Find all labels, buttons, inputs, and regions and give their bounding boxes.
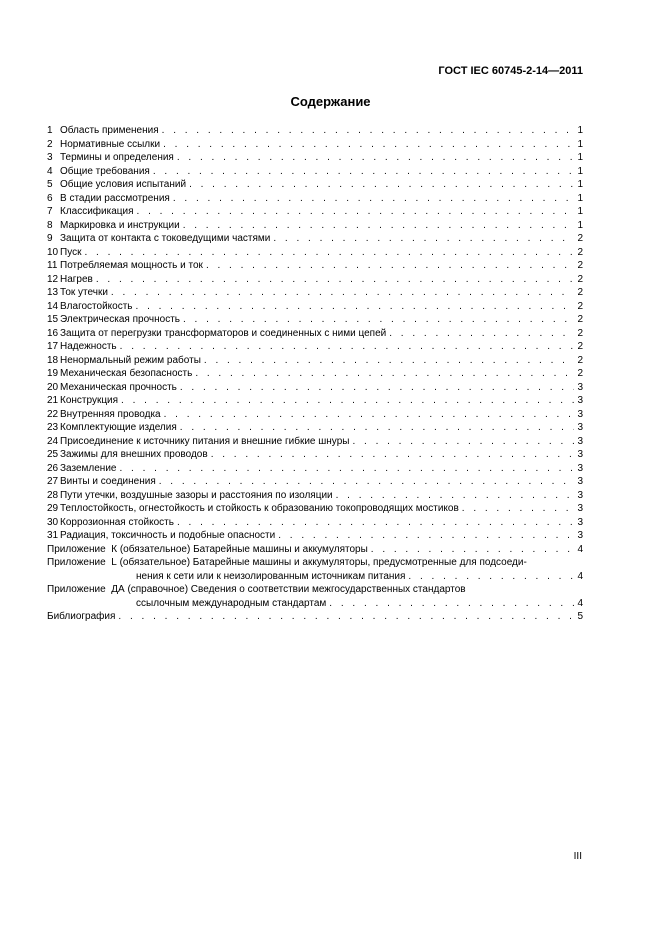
toc-entry-page: 3: [577, 395, 583, 406]
toc-entry-number: 23: [47, 422, 59, 433]
toc-entry-number: 26: [47, 462, 59, 474]
leader-dots: [173, 192, 575, 206]
toc-entry-label: Конструкция: [60, 395, 119, 406]
appendix-da-label-line2: ссылочным международным стандартам: [136, 597, 327, 609]
toc-entry-number: 20: [47, 381, 59, 393]
toc-entry-label: Радиация, токсичность и подобные опасности: [60, 530, 276, 541]
toc-entry-number: 31: [47, 530, 59, 541]
leader-dots: [162, 124, 575, 138]
toc-entry[interactable]: [47, 448, 583, 462]
leader-dots: [206, 259, 575, 273]
page-title: Содержание: [290, 94, 371, 109]
leader-dots: [389, 327, 574, 341]
leader-dots: [204, 354, 575, 368]
bibliography-page: 5: [577, 611, 583, 622]
leader-dots: [336, 489, 575, 503]
page-number: III: [573, 851, 582, 862]
toc-entry-number: 27: [47, 476, 59, 487]
appendix-l-label-line2: нения к сети или к неизолированным источникам питания: [136, 570, 406, 582]
toc-entry[interactable]: [47, 381, 583, 395]
toc-entry-number: 4: [47, 165, 53, 177]
toc-entry-page: 3: [577, 503, 583, 514]
toc-entry-label: Коррозионная стойкость: [60, 516, 174, 528]
leader-dots: [137, 205, 575, 219]
toc-entry[interactable]: [47, 165, 583, 179]
toc-entry-number: 6: [47, 192, 53, 204]
toc-entry-number: 1: [47, 125, 53, 136]
toc-entry-number: 14: [47, 300, 59, 312]
leader-dots: [136, 300, 575, 314]
toc-entry-page: 1: [577, 219, 583, 231]
appendix-l-label-line1: (обязательное) Батарейные машины и аккумуляторы, предусмотренные для подсоеди-: [119, 557, 527, 568]
toc-entry-number: 24: [47, 435, 59, 447]
toc-entry-label: Нагрев: [60, 273, 93, 285]
toc-entry-label: Общие требования: [60, 165, 150, 177]
toc-entry-page: 3: [577, 530, 583, 541]
toc-entry[interactable]: [47, 138, 583, 152]
leader-dots: [183, 313, 574, 327]
toc-entry-label: Область применения: [60, 125, 159, 136]
toc-entry-number: 29: [47, 503, 59, 514]
appendix-k-label: (обязательное) Батарейные машины и аккумуляторы: [119, 543, 368, 555]
toc-entry[interactable]: [47, 232, 583, 246]
appendix-da-prefix: Приложение ДА: [47, 584, 125, 595]
toc-entry[interactable]: [47, 313, 583, 327]
toc-entry-number: 17: [47, 341, 59, 352]
toc-entry-page: 1: [577, 125, 583, 136]
leader-dots: [164, 408, 575, 422]
toc-entry[interactable]: [47, 435, 583, 449]
toc-entry-number: 7: [47, 206, 53, 217]
leader-dots: [177, 516, 574, 530]
leader-dots: [111, 286, 575, 300]
leader-dots: [195, 367, 574, 381]
toc-entry[interactable]: [47, 246, 583, 260]
toc-entry-label: Общие условия испытаний: [60, 179, 187, 190]
toc-entry[interactable]: [47, 327, 583, 341]
table-of-contents: [47, 124, 583, 624]
toc-entry-label: Защита от контакта с токоведущими частями: [60, 233, 271, 244]
toc-entry-label: Винты и соединения: [60, 476, 156, 487]
appendix-da-page: 4: [577, 597, 583, 609]
toc-entry[interactable]: [47, 367, 583, 381]
toc-entry-label: Потребляемая мощность и ток: [60, 260, 203, 271]
leader-dots: [153, 165, 575, 179]
toc-entry-number: 19: [47, 368, 59, 379]
toc-entry-page: 3: [577, 516, 583, 528]
toc-entry-label: Зажимы для внешних проводов: [60, 449, 208, 460]
toc-entry-page: 2: [577, 273, 583, 285]
toc-entry-page: 3: [577, 462, 583, 474]
toc-entry-page: 3: [577, 408, 583, 420]
toc-entry[interactable]: [47, 516, 583, 530]
toc-entry-page: 2: [577, 327, 583, 339]
toc-entry-page: 1: [577, 192, 583, 204]
leader-dots: [278, 529, 574, 543]
toc-entry-label: Механическая безопасность: [60, 368, 193, 379]
toc-entry[interactable]: [47, 394, 583, 408]
toc-entry-page: 1: [577, 206, 583, 217]
toc-entry-page: 2: [577, 246, 583, 258]
toc-entry[interactable]: [47, 529, 583, 543]
toc-entry[interactable]: [47, 151, 583, 165]
toc-appendix-da-line1[interactable]: [47, 583, 583, 597]
toc-entry[interactable]: [47, 502, 583, 516]
toc-entry-label: Механическая прочность: [60, 381, 177, 393]
toc-entry-label: Пути утечки, воздушные зазоры и расстояния по изоляции: [60, 489, 333, 501]
toc-entry-number: 28: [47, 489, 59, 501]
toc-entry-label: Теплостойкость, огнестойкость и стойкость к образованию токопроводящих мостиков: [60, 503, 459, 514]
toc-appendix-k[interactable]: [47, 543, 583, 557]
toc-entry-page: 2: [577, 233, 583, 244]
toc-entry[interactable]: [47, 340, 583, 354]
toc-entry-number: 21: [47, 395, 59, 406]
toc-entry-page: 2: [577, 341, 583, 352]
toc-entry-number: 15: [47, 314, 59, 325]
appendix-k-page: 4: [577, 543, 583, 555]
toc-entry-number: 10: [47, 246, 59, 258]
toc-entry-page: 1: [577, 165, 583, 177]
appendix-k-prefix: Приложение К: [47, 543, 118, 555]
leader-dots: [118, 610, 574, 624]
toc-entry-label: Присоединение к источнику питания и внешние гибкие шнуры: [60, 435, 350, 447]
toc-entry[interactable]: [47, 408, 583, 422]
toc-entry-page: 1: [577, 152, 583, 163]
toc-entry-label: В стадии рассмотрения: [60, 192, 170, 204]
toc-entry-page: 3: [577, 381, 583, 393]
toc-entry-number: 18: [47, 354, 59, 366]
toc-entry-number: 5: [47, 179, 53, 190]
toc-entry-page: 1: [577, 179, 583, 190]
leader-dots: [96, 273, 575, 287]
leader-dots: [121, 394, 574, 408]
toc-entry[interactable]: [47, 205, 583, 219]
toc-entry[interactable]: [47, 219, 583, 233]
document-id: ГОСТ IEC 60745-2-14—2011: [438, 65, 583, 77]
toc-entry-label: Маркировка и инструкции: [60, 219, 180, 231]
toc-entry-label: Защита от перегрузки трансформаторов и соединенных с ними цепей: [60, 327, 387, 339]
toc-entry-number: 11: [47, 260, 58, 271]
toc-entry-label: Ненормальный режим работы: [60, 354, 201, 366]
toc-entry[interactable]: [47, 259, 583, 273]
leader-dots: [211, 448, 575, 462]
toc-entry-page: 3: [577, 422, 583, 433]
leader-dots: [120, 340, 575, 354]
toc-entry-label: Классификация: [60, 206, 134, 217]
leader-dots: [273, 232, 574, 246]
toc-entry[interactable]: [47, 273, 583, 287]
leader-dots: [189, 178, 574, 192]
toc-entry[interactable]: [47, 489, 583, 503]
toc-entry[interactable]: [47, 300, 583, 314]
toc-entry-page: 2: [577, 354, 583, 366]
appendix-l-page: 4: [577, 570, 583, 582]
toc-entry-label: Влагостойкость: [60, 300, 133, 312]
toc-entry-label: Комплектующие изделия: [60, 422, 177, 433]
toc-entry[interactable]: [47, 178, 583, 192]
leader-dots: [371, 543, 575, 557]
toc-entry-page: 3: [577, 489, 583, 501]
toc-entry-number: 16: [47, 327, 59, 339]
toc-appendix-l-line2[interactable]: [47, 570, 583, 584]
toc-entry-label: Электрическая прочность: [60, 314, 180, 325]
leader-dots: [119, 462, 574, 476]
toc-entry-page: 2: [577, 260, 583, 271]
toc-entry-page: 3: [577, 435, 583, 447]
toc-entry-label: Пуск: [60, 246, 82, 258]
toc-entry-number: 2: [47, 138, 53, 150]
toc-entry[interactable]: [47, 286, 583, 300]
toc-appendix-da-line2[interactable]: [47, 597, 583, 611]
toc-entry[interactable]: [47, 354, 583, 368]
toc-entry[interactable]: [47, 462, 583, 476]
toc-entry[interactable]: [47, 124, 583, 138]
toc-entry-page: 3: [577, 449, 583, 460]
toc-entry-number: 9: [47, 233, 53, 244]
toc-entry-number: 30: [47, 516, 59, 528]
leader-dots: [462, 502, 575, 516]
toc-entry-label: Заземление: [60, 462, 117, 474]
toc-entry-label: Внутренняя проводка: [60, 408, 161, 420]
leader-dots: [183, 219, 575, 233]
appendix-l-prefix: Приложение L: [47, 557, 117, 568]
toc-entry-page: 2: [577, 300, 583, 312]
toc-entry[interactable]: [47, 192, 583, 206]
toc-entry-page: 2: [577, 287, 583, 298]
leader-dots: [352, 435, 574, 449]
toc-entry-number: 12: [47, 273, 59, 285]
toc-bibliography[interactable]: [47, 610, 583, 624]
toc-entry-number: 3: [47, 152, 53, 163]
toc-entry[interactable]: [47, 421, 583, 435]
toc-entry-page: 3: [577, 476, 583, 487]
leader-dots: [329, 597, 574, 611]
toc-entry-number: 25: [47, 449, 59, 460]
toc-entry-number: 13: [47, 287, 59, 298]
toc-entry-label: Нормативные ссылки: [60, 138, 161, 150]
toc-entry-page: 2: [577, 368, 583, 379]
leader-dots: [163, 138, 574, 152]
toc-entry-page: 2: [577, 314, 583, 325]
leader-dots: [180, 421, 575, 435]
leader-dots: [159, 475, 575, 489]
toc-entry-number: 8: [47, 219, 53, 231]
toc-entry-number: 22: [47, 408, 59, 420]
leader-dots: [177, 151, 575, 165]
toc-entry-label: Термины и определения: [60, 152, 174, 163]
leader-dots: [408, 570, 574, 584]
bibliography-label: Библиография: [47, 611, 116, 622]
leader-dots: [84, 246, 574, 260]
toc-entry-label: Надежность: [60, 341, 117, 352]
leader-dots: [180, 381, 575, 395]
toc-entry-label: Ток утечки: [60, 287, 108, 298]
toc-entry[interactable]: [47, 475, 583, 489]
appendix-da-label-line1: (справочное) Сведения о соответствии межгосударственных стандартов: [127, 584, 466, 595]
toc-entry-page: 1: [577, 138, 583, 150]
toc-appendix-l-line1[interactable]: [47, 556, 583, 570]
